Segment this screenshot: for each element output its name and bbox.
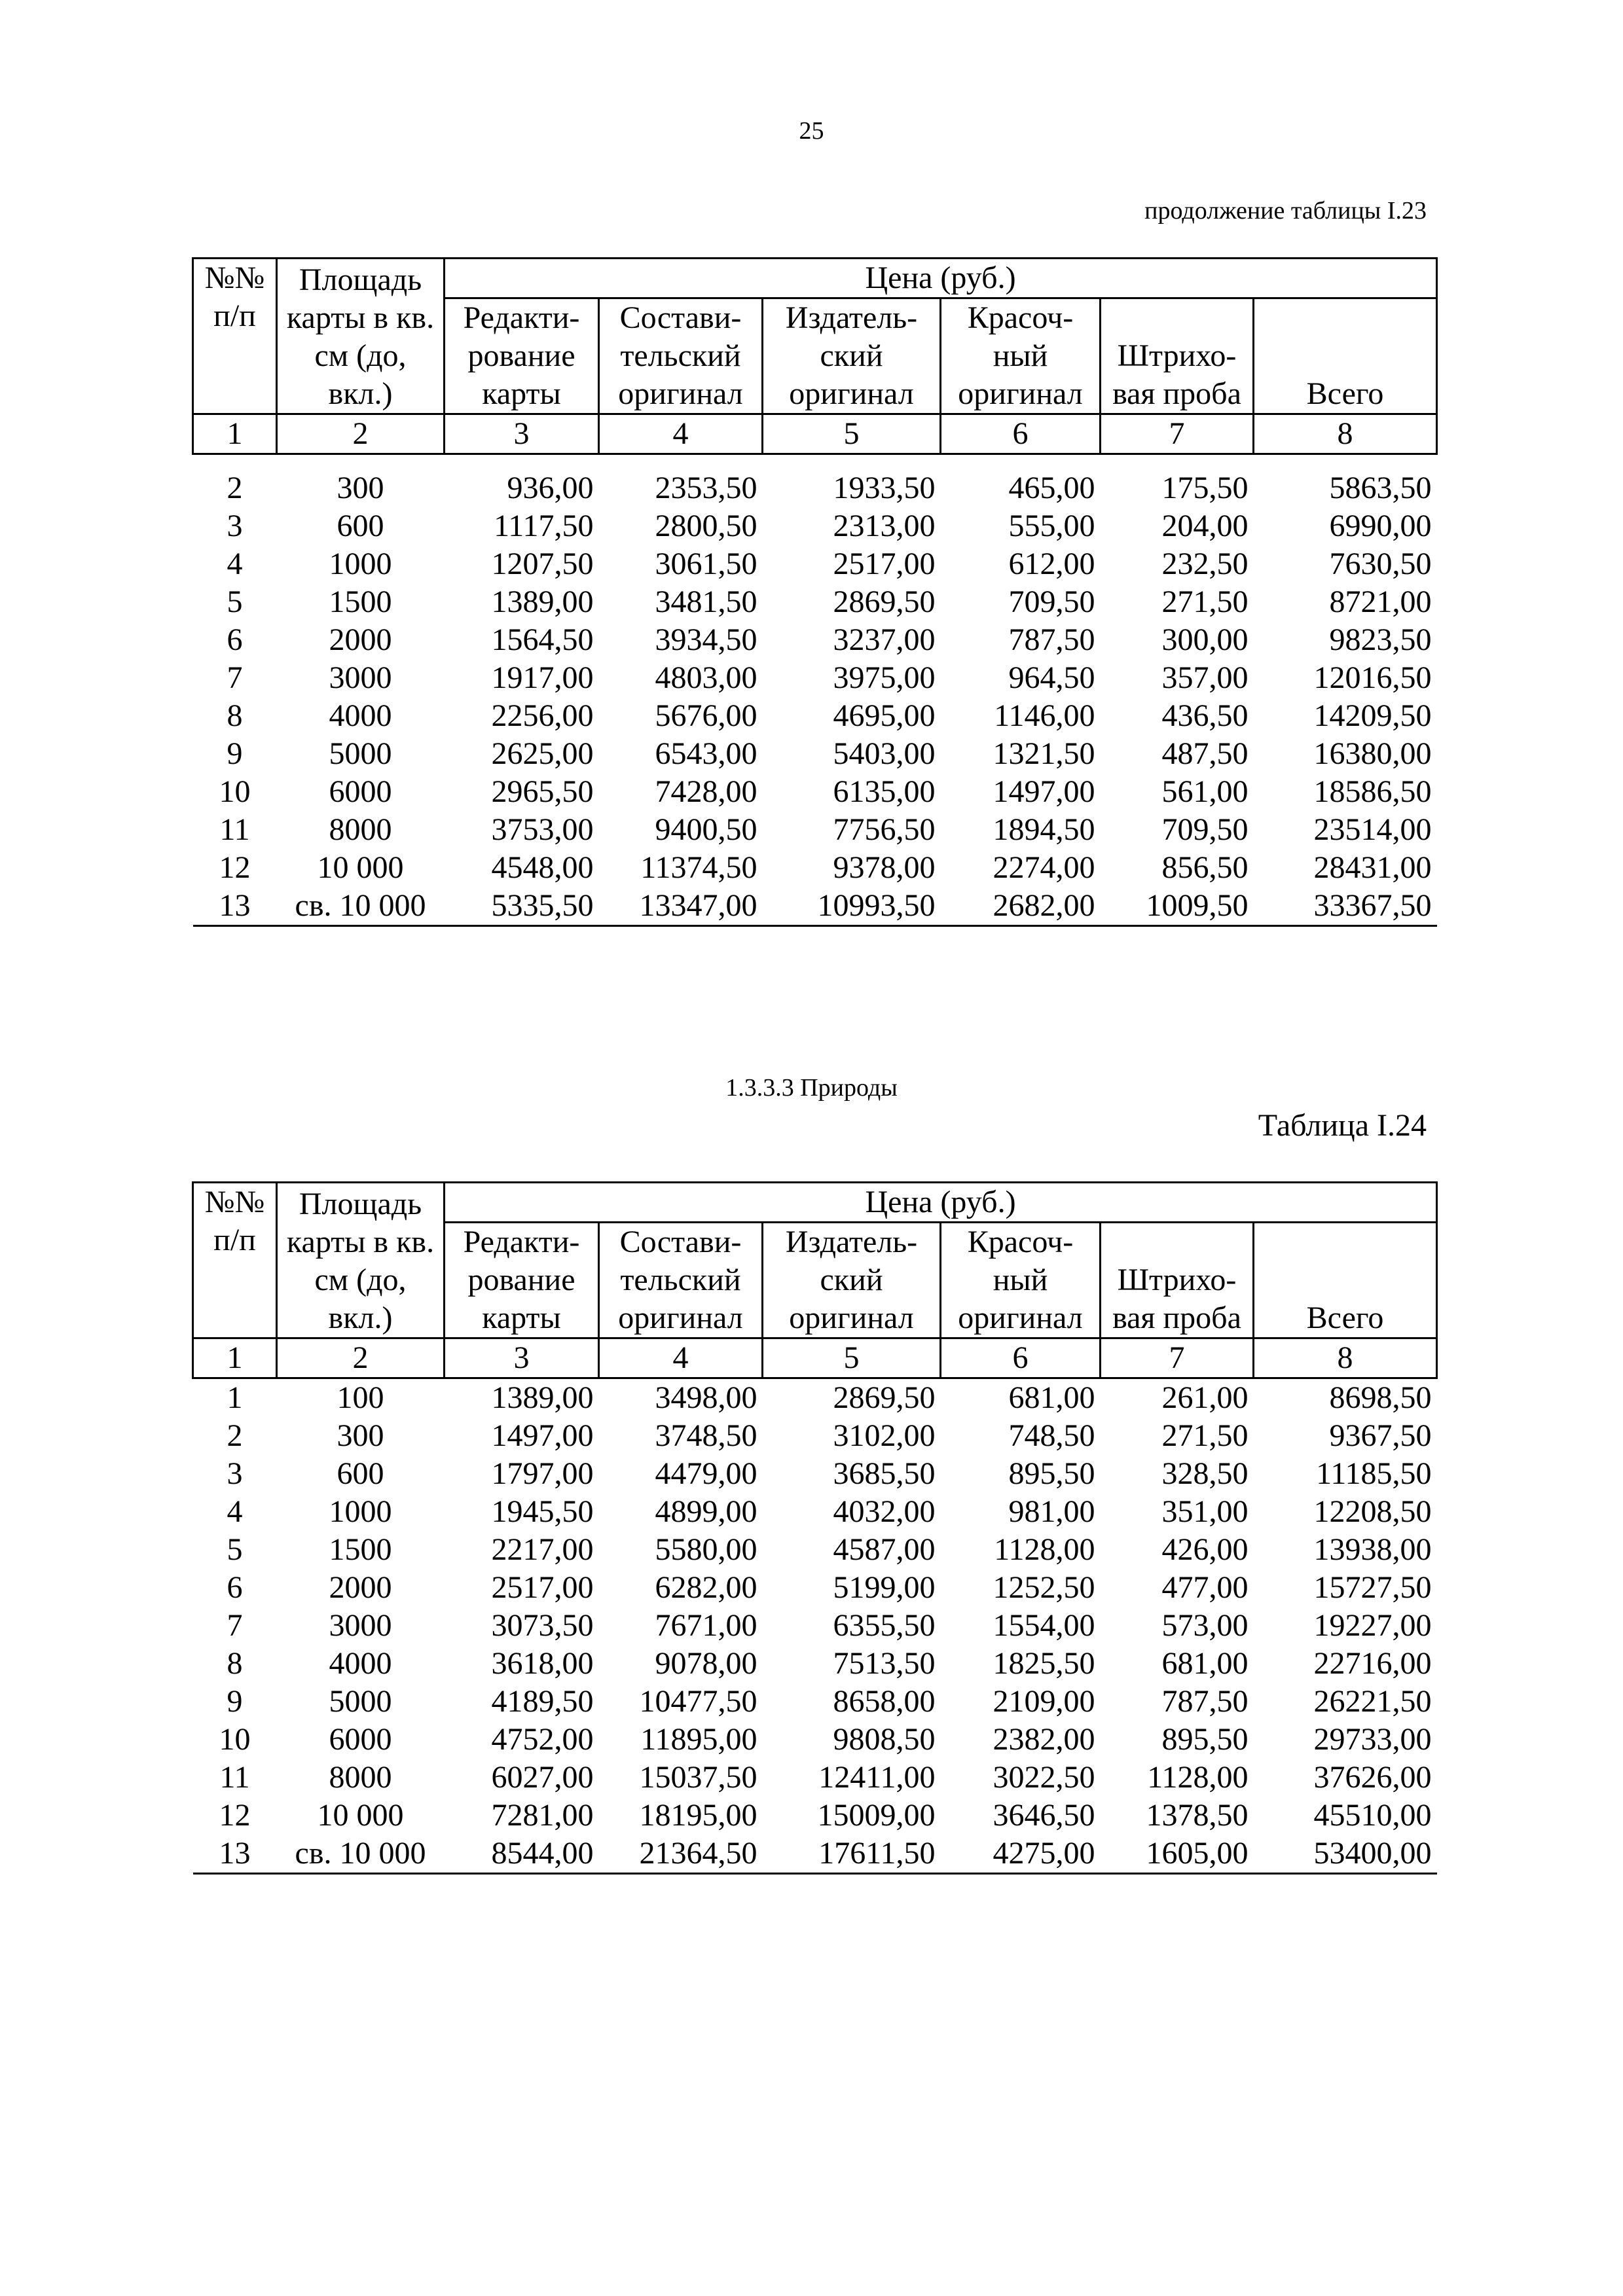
table-cell: 1146,00 [994, 698, 1095, 733]
table-cell: 175,50 [1161, 471, 1249, 505]
header-no: №№ п/п [193, 1183, 277, 1338]
table-row [193, 1493, 1437, 1531]
table-row [193, 1721, 1437, 1759]
table-cell: 1564,50 [491, 622, 594, 657]
table-row [193, 1569, 1437, 1607]
table-cell: 3646,50 [993, 1798, 1095, 1833]
table-cell: 11 [219, 812, 250, 847]
table-cell: 13938,00 [1313, 1532, 1432, 1567]
table-cell: 7281,00 [491, 1798, 594, 1833]
table-cell: 2682,00 [941, 887, 1101, 926]
table-cell: 5335,50 [445, 887, 599, 926]
table-cell: 3000 [329, 660, 392, 695]
table-row [193, 454, 1437, 508]
table-cell: 7 [227, 1608, 243, 1643]
table-cell: 28431,00 [1313, 850, 1432, 885]
header-color: Красоч- ный оригинал [941, 1223, 1101, 1338]
table-cell: 4899,00 [655, 1494, 757, 1529]
table-cell: 9 [227, 1684, 243, 1719]
table-row [193, 1378, 1437, 1418]
table-cell: 3753,00 [491, 812, 594, 847]
table-cell: 13347,00 [599, 887, 763, 926]
table-row [193, 811, 1437, 849]
table-cell: 787,50 [1008, 622, 1095, 657]
table-cell: 709,50 [1161, 812, 1249, 847]
table-cell: 6135,00 [833, 774, 936, 809]
table-cell: 16380,00 [1313, 736, 1432, 771]
table-cell: 2625,00 [491, 736, 594, 771]
table-cell: 1 [227, 1380, 243, 1415]
table-cell: 2313,00 [833, 509, 936, 543]
page-number: 25 [799, 117, 824, 145]
table-cell: 1933,50 [833, 471, 936, 505]
table-cell: 3 [227, 509, 243, 543]
table-cell: 895,50 [1008, 1456, 1095, 1491]
header-editing: Редакти- рование карты [445, 298, 599, 414]
table-cell: св. 10 000 [277, 887, 445, 926]
table-row [193, 773, 1437, 811]
table-cell: 4000 [329, 698, 392, 733]
table-cell: 1117,50 [494, 509, 594, 543]
table-cell: 2109,00 [993, 1684, 1095, 1719]
header-price-group: Цена (руб.) [445, 259, 1437, 298]
table-cell: 10 000 [317, 1798, 404, 1833]
table-cell: 4803,00 [655, 660, 757, 695]
table-cell: 895,50 [1161, 1722, 1249, 1757]
table-cell: 8000 [329, 812, 392, 847]
table-cell: 4275,00 [941, 1835, 1101, 1874]
table-cell: 8000 [329, 1760, 392, 1795]
header-proof: Штрихо- вая проба [1101, 298, 1254, 414]
table-cell: 6027,00 [491, 1760, 594, 1795]
table-title: Таблица I.24 [1258, 1108, 1427, 1143]
table-cell: 6282,00 [655, 1570, 757, 1605]
table-cell: 1500 [329, 1532, 392, 1567]
table-row [193, 1455, 1437, 1493]
table-cell: 465,00 [1008, 471, 1095, 505]
header-total: Всего [1254, 298, 1437, 414]
table-cell: 9078,00 [655, 1646, 757, 1681]
table-cell: 15037,50 [639, 1760, 757, 1795]
table-cell: 1389,00 [491, 1380, 594, 1415]
table-cell: 22716,00 [1313, 1646, 1432, 1681]
table-cell: 787,50 [1161, 1684, 1249, 1719]
table-cell: 26221,50 [1313, 1684, 1432, 1719]
table-cell: 3934,50 [655, 622, 757, 657]
table-cell: 23514,00 [1313, 812, 1432, 847]
table-cell: 3481,50 [655, 584, 757, 619]
table-cell: 1945,50 [491, 1494, 594, 1529]
table-cell: 3975,00 [833, 660, 936, 695]
table-cell: 4587,00 [833, 1532, 936, 1567]
table-cell: 2869,50 [833, 584, 936, 619]
table-row [193, 1417, 1437, 1455]
column-number: 5 [763, 414, 941, 454]
header-compile: Состави- тельский оригинал [599, 298, 763, 414]
table-cell: 2517,00 [491, 1570, 594, 1605]
table-cell: 964,50 [1008, 660, 1095, 695]
table-cell: 9823,50 [1329, 622, 1432, 657]
table-cell: 3 [227, 1456, 243, 1491]
table-cell: 5199,00 [833, 1570, 936, 1605]
table-cell: 1128,00 [1147, 1760, 1249, 1795]
table-cell: 5 [227, 584, 243, 619]
table-cell: 3618,00 [491, 1646, 594, 1681]
table-cell: 33367,50 [1254, 887, 1437, 926]
table-cell: 13 [193, 887, 277, 926]
table-cell: 573,00 [1161, 1608, 1249, 1643]
table-row [193, 1835, 1437, 1874]
table-cell: 4548,00 [491, 850, 594, 885]
table-row [193, 1645, 1437, 1683]
section-title: 1.3.3.3 Природы [725, 1074, 898, 1102]
table-cell: 6 [227, 622, 243, 657]
table-cell: 6355,50 [833, 1608, 936, 1643]
table-cell: 4752,00 [491, 1722, 594, 1757]
header-compile: Состави- тельский оригинал [599, 1223, 763, 1338]
table-cell: 29733,00 [1313, 1722, 1432, 1757]
table-cell: 555,00 [1008, 509, 1095, 543]
table-cell: 17611,50 [763, 1835, 941, 1874]
table-cell: 15727,50 [1313, 1570, 1432, 1605]
table-cell: 2353,50 [655, 471, 757, 505]
table-cell: 9 [227, 736, 243, 771]
table-cell: 351,00 [1161, 1494, 1249, 1529]
table-cell: 100 [337, 1380, 384, 1415]
table-cell: 18586,50 [1313, 774, 1432, 809]
header-color: Красоч- ный оригинал [941, 298, 1101, 414]
table-cell: св. 10 000 [277, 1835, 445, 1874]
table-cell: 5580,00 [655, 1532, 757, 1567]
column-number: 5 [763, 1338, 941, 1378]
table-cell: 9808,50 [833, 1722, 936, 1757]
table-cell: 11374,50 [640, 850, 757, 885]
header-no: №№ п/п [193, 259, 277, 414]
table-cell: 2000 [329, 1570, 392, 1605]
table-cell: 2274,00 [993, 850, 1095, 885]
table-cell: 709,50 [1008, 584, 1095, 619]
table-cell: 15009,00 [817, 1798, 936, 1833]
table-cell: 10 [219, 1722, 251, 1757]
column-number: 6 [941, 414, 1101, 454]
table-cell: 748,50 [1008, 1418, 1095, 1453]
table-cell: 3237,00 [833, 622, 936, 657]
column-number: 8 [1254, 1338, 1437, 1378]
table-cell: 300 [337, 1418, 384, 1453]
table-cell: 2217,00 [491, 1532, 594, 1567]
table-cell: 37626,00 [1313, 1760, 1432, 1795]
table-cell: 9367,50 [1329, 1418, 1432, 1453]
table-cell: 3748,50 [655, 1418, 757, 1453]
table-cell: 981,00 [1008, 1494, 1095, 1529]
table-cell: 2256,00 [491, 698, 594, 733]
table-cell: 856,50 [1161, 850, 1249, 885]
table-cell: 12016,50 [1313, 660, 1432, 695]
table-row [193, 697, 1437, 735]
table-cell: 271,50 [1161, 1418, 1249, 1453]
table-cell: 1128,00 [994, 1532, 1095, 1567]
header-price-group: Цена (руб.) [445, 1183, 1437, 1223]
table-cell: 5 [227, 1532, 243, 1567]
table-cell: 1497,00 [491, 1418, 594, 1453]
column-number: 2 [277, 1338, 445, 1378]
table-cell: 232,50 [1161, 547, 1249, 581]
price-table-continuation [192, 257, 1438, 927]
table-cell: 1497,00 [993, 774, 1095, 809]
header-editing: Редакти- рование карты [445, 1223, 599, 1338]
table-body [193, 1378, 1437, 1874]
table-cell: 8 [227, 698, 243, 733]
table-row [193, 735, 1437, 773]
table-cell: 53400,00 [1254, 1835, 1437, 1874]
table-row [193, 887, 1437, 926]
table-cell: 1500 [329, 584, 392, 619]
table-cell: 13 [193, 1835, 277, 1874]
table-cell: 4479,00 [655, 1456, 757, 1491]
table-cell: 2517,00 [833, 547, 936, 581]
table-cell: 1000 [329, 547, 392, 581]
table-cell: 2869,50 [833, 1380, 936, 1415]
table-cell: 11185,50 [1316, 1456, 1432, 1491]
table-row [193, 849, 1437, 887]
table-cell: 5000 [329, 1684, 392, 1719]
column-number: 3 [445, 1338, 599, 1378]
column-number: 4 [599, 1338, 763, 1378]
header-publish: Издатель- ский оригинал [763, 1223, 941, 1338]
table-cell: 3000 [329, 1608, 392, 1643]
table-cell: 10993,50 [763, 887, 941, 926]
header-area: Площадь карты в кв. см (до, вкл.) [277, 259, 445, 414]
table-cell: 4 [227, 547, 243, 581]
table-cell: 600 [337, 1456, 384, 1491]
table-header [193, 1183, 1437, 1378]
table-row [193, 1531, 1437, 1569]
column-number: 1 [193, 414, 277, 454]
table-cell: 8698,50 [1329, 1380, 1432, 1415]
table-cell: 1605,00 [1101, 1835, 1254, 1874]
table-cell: 12 [219, 1798, 251, 1833]
column-number: 7 [1101, 414, 1254, 454]
table-cell: 271,50 [1161, 584, 1249, 619]
table-cell: 1797,00 [491, 1456, 594, 1491]
table-header [193, 259, 1437, 454]
table-cell: 4695,00 [833, 698, 936, 733]
table-cell: 1252,50 [993, 1570, 1095, 1605]
table-cell: 8544,00 [445, 1835, 599, 1874]
table-cell: 5676,00 [655, 698, 757, 733]
table-cell: 14209,50 [1313, 698, 1432, 733]
table-cell: 261,00 [1161, 1380, 1249, 1415]
table-cell: 612,00 [1008, 547, 1095, 581]
column-number: 2 [277, 414, 445, 454]
header-total: Всего [1254, 1223, 1437, 1338]
table-cell: 7 [227, 660, 243, 695]
table-cell: 5863,50 [1329, 471, 1432, 505]
column-number: 1 [193, 1338, 277, 1378]
table-row [193, 1797, 1437, 1835]
table-cell: 6543,00 [655, 736, 757, 771]
table-cell: 2000 [329, 622, 392, 657]
table-cell: 9400,50 [655, 812, 757, 847]
table-row [193, 1759, 1437, 1797]
table-cell: 1378,50 [1146, 1798, 1249, 1833]
table-cell: 1009,50 [1101, 887, 1254, 926]
table-cell: 1917,00 [491, 660, 594, 695]
table-cell: 681,00 [1008, 1380, 1095, 1415]
table-cell: 561,00 [1161, 774, 1249, 809]
table-cell: 1389,00 [491, 584, 594, 619]
table-cell: 1825,50 [993, 1646, 1095, 1681]
table-cell: 487,50 [1161, 736, 1249, 771]
table-cell: 936,00 [507, 471, 594, 505]
table-cell: 3685,50 [833, 1456, 936, 1491]
table-cell: 11895,00 [640, 1722, 757, 1757]
table-cell: 7428,00 [655, 774, 757, 809]
table-row [193, 1607, 1437, 1645]
table-cell: 2 [227, 1418, 243, 1453]
table-cell: 3498,00 [655, 1380, 757, 1415]
table-cell: 7630,50 [1329, 547, 1432, 581]
table-row [193, 621, 1437, 659]
table-cell: 10 000 [317, 850, 404, 885]
table-cell: 328,50 [1161, 1456, 1249, 1491]
table-cell: 3061,50 [655, 547, 757, 581]
price-table-nature [192, 1181, 1438, 1874]
table-cell: 3102,00 [833, 1418, 936, 1453]
table-row [193, 545, 1437, 583]
table-cell: 5403,00 [833, 736, 936, 771]
table-cell: 12208,50 [1313, 1494, 1432, 1529]
table-cell: 2382,00 [993, 1722, 1095, 1757]
table-cell: 7756,50 [833, 812, 936, 847]
table-cell: 12 [219, 850, 251, 885]
table-row [193, 659, 1437, 697]
column-number: 8 [1254, 414, 1437, 454]
table-cell: 436,50 [1161, 698, 1249, 733]
table-cell: 12411,00 [818, 1760, 936, 1795]
table-cell: 1000 [329, 1494, 392, 1529]
table-cell: 6000 [329, 1722, 392, 1757]
table-cell: 10477,50 [639, 1684, 757, 1719]
table-cell: 600 [337, 509, 384, 543]
column-number: 6 [941, 1338, 1101, 1378]
table-body [193, 454, 1437, 926]
table-cell: 8658,00 [833, 1684, 936, 1719]
table-cell: 3073,50 [491, 1608, 594, 1643]
table-cell: 1207,50 [491, 547, 594, 581]
table-cell: 3022,50 [993, 1760, 1095, 1795]
table-cell: 6990,00 [1329, 509, 1432, 543]
table-cell: 681,00 [1161, 1646, 1249, 1681]
table-row [193, 1683, 1437, 1721]
table-cell: 6 [227, 1570, 243, 1605]
table-cell: 8721,00 [1329, 584, 1432, 619]
table-cell: 2965,50 [491, 774, 594, 809]
table-cell: 2800,50 [655, 509, 757, 543]
table-row [193, 583, 1437, 621]
table-cell: 357,00 [1161, 660, 1249, 695]
table-row [193, 507, 1437, 545]
table-cell: 1554,00 [993, 1608, 1095, 1643]
table-cell: 11 [219, 1760, 250, 1795]
table-cell: 6000 [329, 774, 392, 809]
table-cell: 4189,50 [491, 1684, 594, 1719]
table-cell: 4032,00 [833, 1494, 936, 1529]
table-cell: 21364,50 [599, 1835, 763, 1874]
table-cell: 7671,00 [655, 1608, 757, 1643]
table-cell: 1894,50 [993, 812, 1095, 847]
column-number: 7 [1101, 1338, 1254, 1378]
table-cell: 1321,50 [993, 736, 1095, 771]
column-number: 3 [445, 414, 599, 454]
table-cell: 10 [219, 774, 251, 809]
table-cell: 477,00 [1161, 1570, 1249, 1605]
table-cell: 204,00 [1161, 509, 1249, 543]
table-cell: 9378,00 [833, 850, 936, 885]
table-cell: 4000 [329, 1646, 392, 1681]
table-cell: 5000 [329, 736, 392, 771]
table-cell: 426,00 [1161, 1532, 1249, 1567]
table-cell: 300 [337, 471, 384, 505]
table-cell: 2 [227, 471, 243, 505]
header-area: Площадь карты в кв. см (до, вкл.) [277, 1183, 445, 1338]
table-cell: 300,00 [1161, 622, 1249, 657]
column-number: 4 [599, 414, 763, 454]
table-cell: 8 [227, 1646, 243, 1681]
header-proof: Штрихо- вая проба [1101, 1223, 1254, 1338]
table-cell: 7513,50 [833, 1646, 936, 1681]
table-cell: 4 [227, 1494, 243, 1529]
continuation-label: продолжение таблицы I.23 [1144, 197, 1427, 224]
table-cell: 19227,00 [1313, 1608, 1432, 1643]
table-cell: 18195,00 [639, 1798, 757, 1833]
header-publish: Издатель- ский оригинал [763, 298, 941, 414]
table-cell: 45510,00 [1313, 1798, 1432, 1833]
